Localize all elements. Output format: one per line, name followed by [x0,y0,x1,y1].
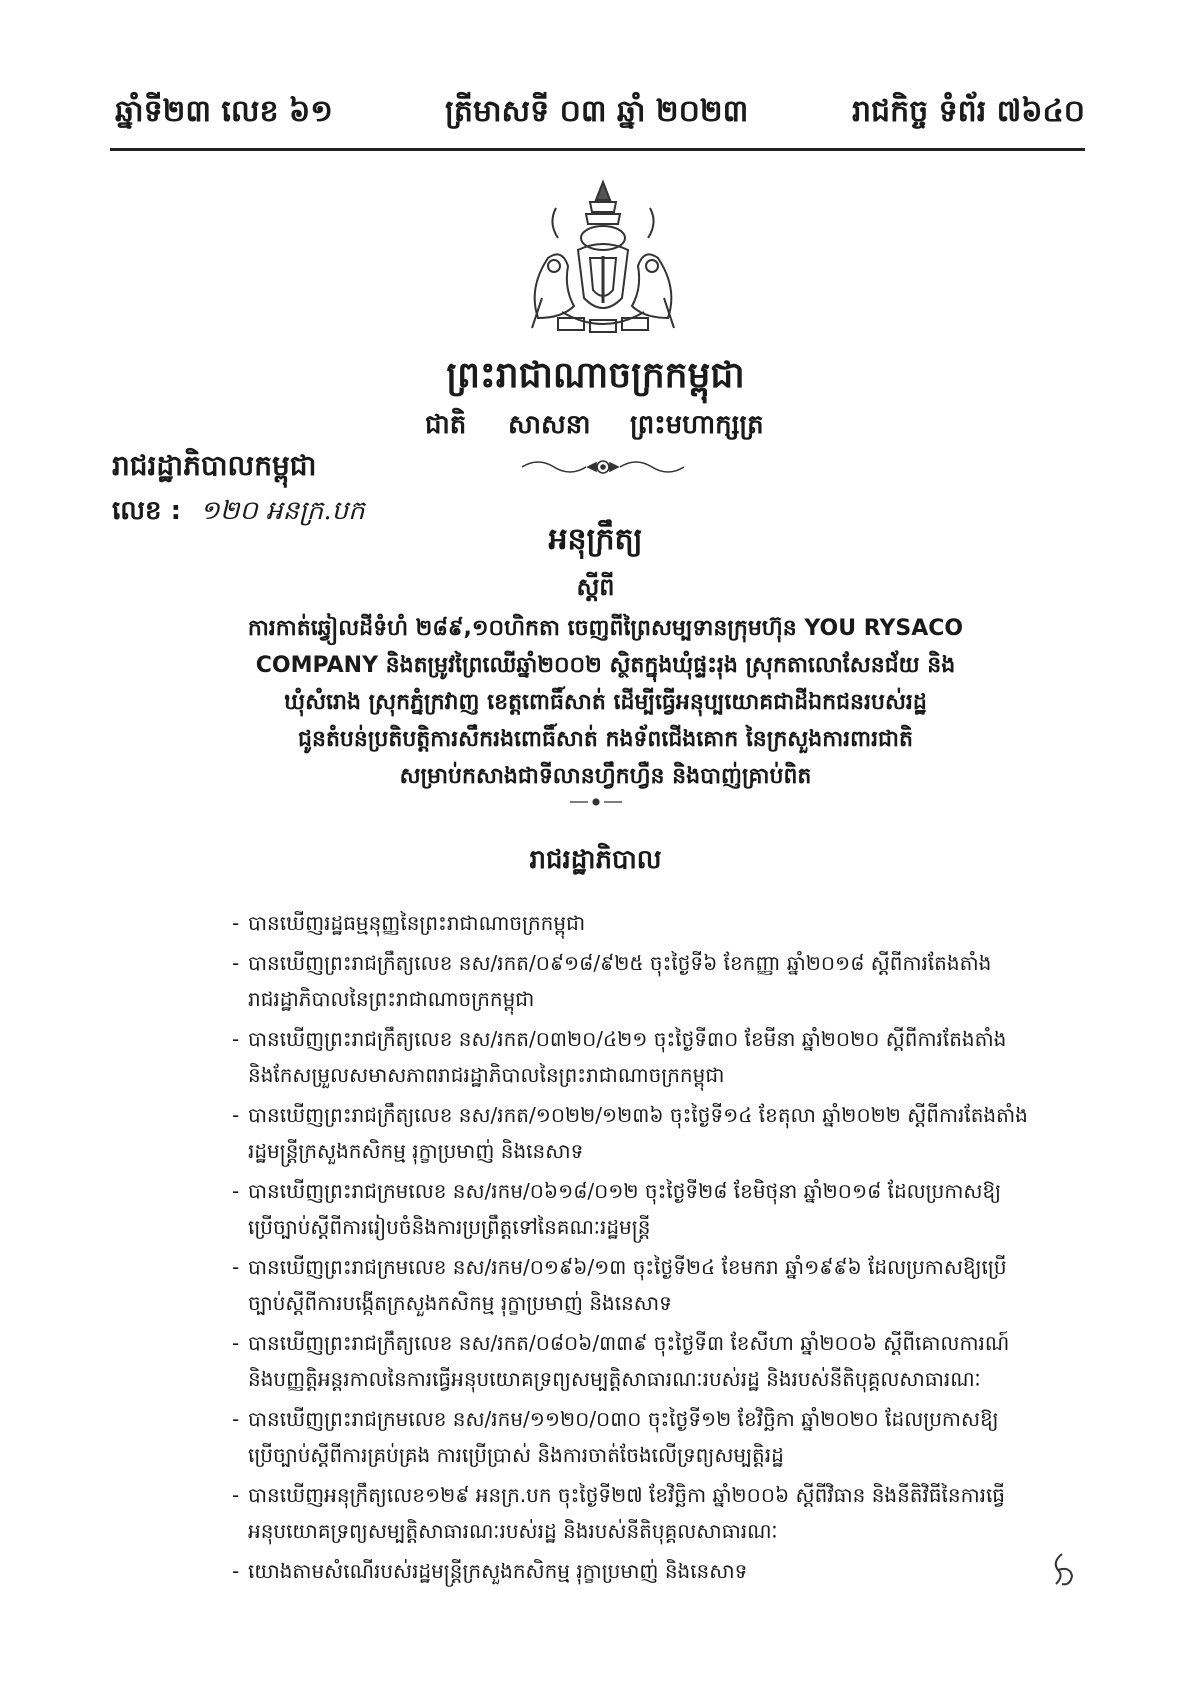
list-dash: - [232,951,240,975]
about-label: ស្តីពី [576,573,615,601]
list-item-line: បានឃើញព្រះរាជក្រមលេខ នស/រកម/០១៩៦/១៣ ចុះថ្ងៃទី២៤ ខែមករា ឆ្នាំ១៩៩៦ ដែលប្រកាសឱ្យប្រើ [248,1255,1007,1279]
list-item [232,1325,1072,1397]
list-dash: - [232,1483,240,1507]
gazette-header [115,92,1085,142]
list-item-line: បានឃើញព្រះរាជក្រឹត្យលេខ នស/រកត/០៨០៦/៣៣៩ ចុះថ្ងៃទី៣ ខែសីហា ឆ្នាំ២០០៦ ស្តីពីគោលការណ៍ [248,1331,1010,1355]
preamble-list [232,905,1072,1593]
list-dash: - [232,1027,240,1051]
list-item-line: បានឃើញរដ្ឋធម្មនុញ្ញនៃព្រះរាជាណាចក្រកម្ពុជា [248,911,586,935]
gazette-page-number: រាជកិច្ច ទំព័រ ៧៦៤០ [852,94,1085,129]
decree-number-label: លេខ : [112,496,181,526]
list-item [232,1477,1072,1549]
separator-ornament [568,797,624,807]
list-dash: - [232,1407,240,1431]
list-item-line: ច្បាប់ស្តីពីការបង្កើតក្រសួងកសិកម្ម រុក្ខាប្រមាញ់ និងនេសាទ [248,1291,672,1315]
list-item-line: បានឃើញព្រះរាជក្រឹត្យលេខ នស/រកត/០៩១៨/៩២៥ ចុះថ្ងៃទី៦ ខែកញ្ញា ឆ្នាំ២០១៨ ស្តីពីការតែងតាំង [248,951,992,975]
kingdom-title: ព្រះរាជាណាចក្រកម្ពុជា [446,355,745,396]
subject-line: ជូនតំបន់ប្រតិបត្តិការសឹករងពោធិ៍សាត់ កងទ័ពជើងគោក នៃក្រសួងការពារជាតិ [298,727,913,752]
subject-line: COMPANY និងតម្រូវព្រៃឈើឆ្នាំ២០០២ ស្ថិតក្នុងឃុំផ្ទះរុង ស្រុកតាលោសែនជ័យ និង [255,653,956,678]
decree-number-value: ១២០ អនក្រ.បក [200,496,365,526]
list-item-line: បានឃើញអនុក្រឹត្យលេខ១២៩ អនក្រ.បក ចុះថ្ងៃទី២៧ ខែវិច្ឆិកា ឆ្នាំ២០០៦ ស្តីពីវិធាន និងនីតិវិធីនៃការធ្វើ [248,1483,1006,1507]
list-item-line: បានឃើញព្រះរាជក្រមលេខ នស/រកម/១១២០/០៣០ ចុះថ្ងៃទី១២ ខែវិច្ឆិកា ឆ្នាំ២០២០ ដែលប្រកាសឱ្យ [248,1407,999,1431]
list-item [232,1401,1072,1473]
list-dash: - [232,1559,240,1583]
issue-number: ឆ្នាំទី២៣ លេខ ៦១ [115,94,333,129]
subject-line: សម្រាប់កសាងជាទីលានហ្វឹកហ្វឺន និងបាញ់គ្រាប់ពិត [399,764,812,789]
list-item [232,905,1072,941]
subject-line: ឃុំសំរោង ស្រុកភ្នំក្រវាញ ខេត្តពោធិ៍សាត់ ដើម្បីធ្វើអនុប្បយោគជាដីឯកជនរបស់រដ្ឋ [284,690,927,715]
list-item-line: ប្រើច្បាប់ស្តីពីការរៀបចំនិងការប្រព្រឹត្តទៅនៃគណៈរដ្ឋមន្ត្រី [248,1215,651,1239]
list-dash: - [232,1331,240,1355]
subject-line: ការកាត់ឆ្វៀលដីទំហំ ២៨៩,១០ហិកតា ចេញពីព្រៃសម្បទានក្រុមហ៊ុន YOU RYSACO [247,616,964,641]
document-type: អនុក្រឹត្យ [548,522,643,557]
list-item-line: ប្រើច្បាប់ស្តីពីការគ្រប់គ្រង ការប្រើប្រាស់ និងការចាត់ចែងលើទ្រព្យសម្បត្តិរដ្ឋ [248,1443,784,1467]
list-item-line: បានឃើញព្រះរាជក្រឹត្យលេខ នស/រកត/១០២២/១២៣៦ ចុះថ្ងៃទី១៤ ខែតុលា ឆ្នាំ២០២២ ស្តីពីការតែងតាំង [248,1103,1028,1127]
list-item-line: រដ្ឋមន្ត្រីក្រសួងកសិកម្ម រុក្ខាប្រមាញ់ និងនេសាទ [248,1139,584,1163]
list-dash: - [232,1255,240,1279]
list-item-line: យោងតាមសំណើរបស់រដ្ឋមន្ត្រីក្រសួងកសិកម្ម រុក្ខាប្រមាញ់ និងនេសាទ [248,1559,748,1583]
list-item-line: បានឃើញព្រះរាជក្រឹត្យលេខ នស/រកត/០៣២០/៤២១ ចុះថ្ងៃទី៣០ ខែមីនា ឆ្នាំ២០២០ ស្តីពីការតែងតាំង [248,1027,1007,1051]
section-title: រាជរដ្ឋាភិបាល [529,845,662,875]
list-dash: - [232,911,240,935]
list-item [232,1553,1072,1589]
list-item [232,1097,1072,1169]
motto-king: ព្រះមហាក្សត្រ [630,410,764,440]
issuer-name: រាជរដ្ឋាភិបាលកម្ពុជា [112,449,317,482]
decree-subject [150,610,1061,795]
list-item-line: រាជរដ្ឋាភិបាលនៃព្រះរាជាណាចក្រកម្ពុជា [248,987,535,1011]
list-item-line: បានឃើញព្រះរាជក្រមលេខ នស/រកម/០៦១៨/០១២ ចុះថ្ងៃទី២៨ ខែមិថុនា ឆ្នាំ២០១៨ ដែលប្រកាសឱ្យ [248,1179,1002,1203]
motto-religion: សាសនា [508,410,591,440]
list-item [232,1021,1072,1093]
list-item [232,1249,1072,1321]
list-item [232,945,1072,1017]
header-divider [110,148,1085,151]
handwritten-initial-icon [1048,1550,1078,1590]
motto-nation: ជាតិ [425,410,467,440]
quarter-year: ត្រីមាសទី ០៣ ឆ្នាំ ២០២៣ [445,94,749,129]
list-dash: - [232,1179,240,1203]
royal-coat-of-arms-icon [518,178,688,340]
list-item-line: និងកែសម្រួលសមាសភាពរាជរដ្ឋាភិបាលនៃព្រះរាជាណាចក្រកម្ពុជា [248,1063,725,1087]
list-item-line: និងបញ្ញត្តិអន្តរកាលនៃការធ្វើអនុបយោគទ្រព្យសម្បត្តិសាធារណៈរបស់រដ្ឋ និងរបស់នីតិបុគ្គលសាធារណៈ [248,1367,981,1391]
list-item [232,1173,1072,1245]
list-item-line: អនុបយោគទ្រព្យសម្បត្តិសាធារណៈរបស់រដ្ឋ និងរបស់នីតិបុគ្គលសាធារណៈ [248,1519,778,1543]
decorative-flourish-icon [518,455,688,479]
list-dash: - [232,1103,240,1127]
